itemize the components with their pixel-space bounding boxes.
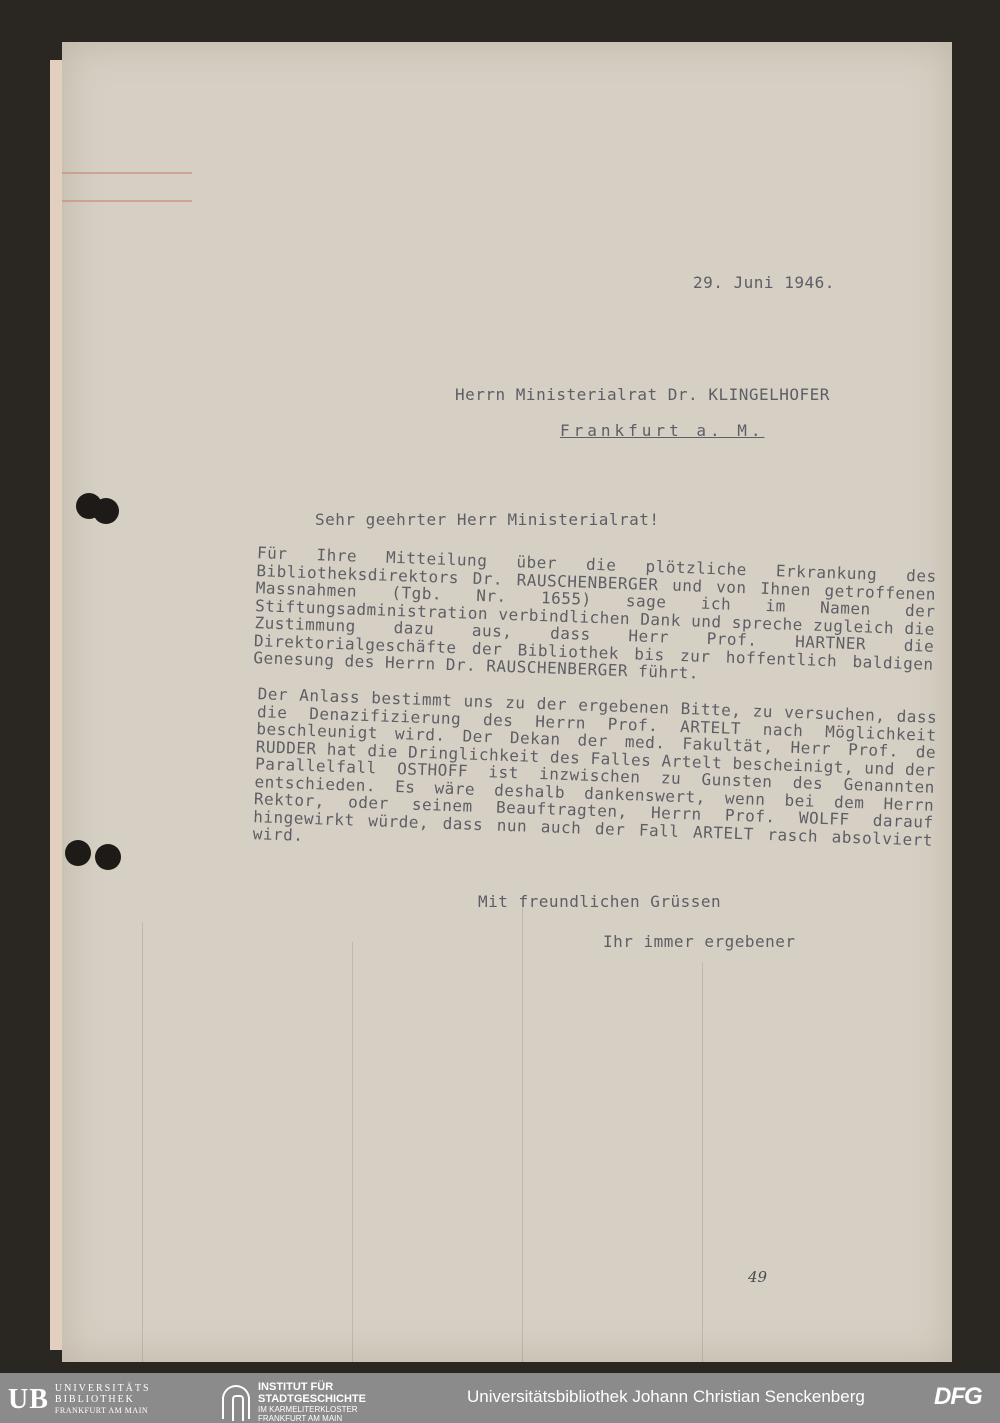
isg-line-2: STADTGESCHICHTE [258,1393,366,1405]
ub-logo-text [55,1383,151,1416]
closing: Mit freundlichen Grüssen [478,892,722,911]
recipient-city: Frankfurt a. M. [560,421,765,440]
body-paragraph-1: Für Ihre Mitteilung über die plötzliche Erkrankung des Bibliotheksdirektors Dr. RAUSCHENBERGER und von Ihnen getroffenen Massnahmen (Tgb. Nr. 1655) sage ich im Namen der Stiftungsadministration verbindlichen Dank und spreche zugleich die Zustimmung dazu aus, dass Herr Prof. HARTNER die Direktorialgeschäfte der Bibliothek bis zur hoffentlich baldigen Genesung des Herrn Dr. RAUSCHENBERGER führt. [253,543,937,683]
paper-crease [702,962,703,1362]
punch-hole [95,844,121,870]
paper-crease [142,922,143,1362]
ub-logo[interactable] [8,1383,151,1416]
footer-bar [0,1373,1000,1423]
salutation: Sehr geehrter Herr Ministerialrat! [315,510,660,529]
isg-line-4: FRANKFURT AM MAIN [258,1414,343,1423]
ub-line-2: BIBLIOTHEK [54,1394,135,1405]
letter-date: 29. Juni 1946. [693,273,835,292]
paper-crease [522,902,523,1362]
folio-number: 49 [748,1268,768,1286]
library-name[interactable]: Universitätsbibliothek Johann Christian Senckenberg [467,1387,865,1406]
isg-line-1: INSTITUT FÜR [258,1381,334,1393]
punch-hole [65,840,91,866]
arch-icon [222,1385,250,1419]
ub-logo-mark: UB [8,1383,49,1415]
signature-line: Ihr immer ergebener [603,932,796,951]
punch-hole [93,498,119,524]
recipient-line: Herrn Ministerialrat Dr. KLINGELHOFER [455,385,830,404]
body-paragraph-2: Der Anlass bestimmt uns zu der ergebenen Bitte, zu versuchen, dass die Denazifizierung des Herrn Prof. ARTELT nach Möglichkeit beschleunigt wird. Der Dekan der med. Fakultät, Herr Prof. de RUDDER hat die Dringlichkeit des Falles Artelt bescheinigt, und der Parallelfall OSTHOFF ist inzwischen zu Gunsten des Genannten entschieden. Es wäre deshalb dankenswert, wenn bei dem Herrn Rektor, oder seinem Beauftragten, Herrn Prof. WOLFF darauf hingewirkt würde, dass nun auch der Fall ARTELT rasch absolviert wird. [252,684,938,850]
paper-crease [352,942,353,1362]
red-margin-mark [62,200,192,202]
ub-line-1: UNIVERSITÄTS [54,1383,151,1394]
isg-line-3: IM KARMELITERKLOSTER [258,1405,358,1414]
red-margin-mark [62,172,192,174]
isg-logo-text [258,1381,366,1423]
isg-logo[interactable] [222,1381,366,1423]
dfg-logo[interactable]: DFG [934,1383,982,1410]
ub-line-3: FRANKFURT AM MAIN [54,1406,149,1415]
